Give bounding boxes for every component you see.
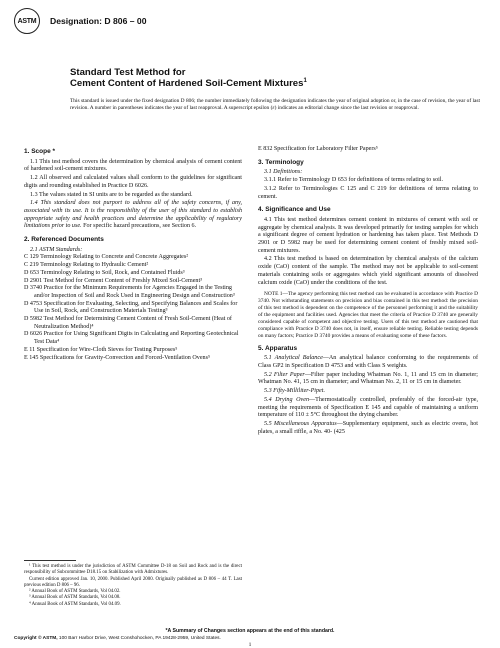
document-header (14, 8, 146, 34)
title-footnote-mark: 1 (303, 77, 307, 84)
footnote: ⁴ Annual Book of ASTM Standards, Vol 04.09. (29, 601, 121, 607)
section-referenced-documents-heading: 2. Referenced Documents (24, 236, 104, 244)
scope-1-4 (24, 200, 242, 231)
apparatus-5-3-label: 5.3 Fifty-Milliliter-Pipet. (264, 388, 325, 395)
copyright-address: 100 Barr Harbor Drive, West Conshohocken, PA 19428-2959, United States. (57, 636, 221, 641)
astm-logo-text: ASTM (17, 17, 37, 25)
right-column (258, 146, 478, 437)
apparatus-5-1-text: —An analytical balance conforming to the requirements of Class GP2 in Specification D 4753 and with Class S weights. (258, 355, 478, 369)
ref-item: C 129 Terminology Relating to Concrete and Concrete Aggregates² (24, 254, 189, 261)
standard-title (70, 68, 480, 89)
note-1: NOTE 1—The agency performing this test method can be evaluated in accordance with Practice D 3740. Not withstanding statements on precision and bias contained in this test method: the precision of this test method is dependent on the competence of the personnel performing it and the suitability of the equipment and facilities used. Agencies that meet the criteria of Practice D 3740 are generally considered capable of competent and objective testing. Users of this test method are cautioned that compliance with Practice D 3740 does not, in itself, ensure reliable testing. Reliable testing depends on many factors; Practice D 3740 provides a means of evaluating some of these factors. (258, 291, 478, 339)
scope-1-1: 1.1 This test method covers the determination by chemical analysis of cement content of hardened soil-cement mixtures. (24, 158, 242, 173)
apparatus-5-2 (258, 372, 478, 387)
ref-item-e832: E 832 Specification for Laboratory Filter Papers⁵ (258, 146, 378, 152)
scope-1-4-tail: For specific hazard precautions, see Section 6. (81, 223, 197, 230)
copyright-line (14, 636, 221, 641)
scope-1-3: 1.3 The values stated in SI units are to be regarded as the standard. (30, 191, 193, 198)
ref-item: C 219 Terminology Relating to Hydraulic Cement² (24, 262, 149, 269)
issued-note: This standard is issued under the fixed designation D 806; the number immediately following the designation indicates the year of original adoption or, in the case of revision, the year of last revision. A number in parentheses indicates the year of last reapproval. A superscript epsilon (ε) indicates an editorial change since the last revision or reapproval. (70, 98, 480, 112)
apparatus-5-3 (258, 388, 478, 396)
apparatus-5-4 (258, 397, 478, 420)
section-apparatus-heading: 5. Apparatus (258, 344, 298, 352)
significance-4-2: 4.2 This test method is based on determination by chemical analysis of the calcium oxide (CaO) content of the sample. The method may not be applicable to soil-cement materials containing soils or aggregates which yield significant amounts of dissolved calcium oxide (CaO) under the conditions of the test. (258, 256, 478, 286)
significance-4-1: 4.1 This test method determines cement content in mixtures of cement with soil or aggregate by chemical analysis. It was developed primarily for testing samples for which a significant degree of cement hydration or hardening has taken place. Test Methods D 2901 or D 5982 may be used for determining cement content of freshly mixed soil-cement mixtures. (258, 216, 478, 254)
ref-item: E 145 Specifications for Gravity-Convection and Forced-Ventilation Ovens⁵ (24, 354, 211, 361)
astm-logo (14, 8, 40, 34)
footnotes (24, 564, 242, 608)
ref-item: D 653 Terminology Relating to Soil, Rock, and Contained Fluids³ (24, 269, 185, 276)
apparatus-5-5-label: 5.5 Miscellaneous Apparatus (264, 420, 337, 427)
ref-item: D 4753 Specification for Evaluating, Selecting, and Specifying Balances and Scales for Use in Soil, Rock, and Construction Materials Testing³ (24, 300, 238, 315)
apparatus-5-1-label: 5.1 Analytical Balance (264, 355, 323, 362)
terminology-3-1-2: 3.1.2 Refer to Terminologies C 125 and C 219 for definitions of terms relating to cement. (258, 185, 478, 200)
section-terminology-heading: 3. Terminology (258, 158, 304, 166)
title-line-2 (70, 79, 480, 90)
apparatus-5-4-text: —Thermostatically controlled, preferably of the forced-air type, meeting the requirements of Specification E 145 and capable of maintaining a uniform temperature of 110 ± 5°C throughout the drying chamber. (258, 396, 478, 419)
apparatus-5-1 (258, 355, 478, 370)
definitions-subheading: 3.1 Definitions: (264, 169, 303, 176)
section-scope-heading: 1. Scope * (24, 148, 56, 155)
footnote: Current edition approved Jan. 10, 2000. Published April 2000. Originally published as D 806 – 44 T. Last previous edition D 806 – 96. (24, 576, 242, 588)
footnote: ¹ This test method is under the jurisdiction of ASTM Committee D-18 on Soil and Rock and is the direct responsibility of Subcommittee D18.15 on Stabilization with Admixtures. (24, 564, 242, 576)
apparatus-5-5-text: —Supplementary equipment, such as electric ovens, hot plates, a small riffle, a No. 40- (425 (258, 420, 478, 435)
title-line-1: Standard Test Method for (70, 67, 186, 78)
astm-standards-subheading: 2.1 ASTM Standards: (30, 246, 83, 253)
ref-item: D 2901 Test Method for Cement Content of Freshly Mixed Soil-Cement³ (24, 277, 202, 284)
apparatus-5-2-label: 5.2 Filter Paper (264, 371, 305, 378)
apparatus-5-4-label: 5.4 Drying Oven (264, 396, 309, 403)
designation: Designation: D 806 – 00 (50, 16, 147, 26)
terminology-3-1-1: 3.1.1 Refer to Terminology D 653 for definitions of terms relating to soil. (264, 177, 444, 184)
left-column (24, 146, 242, 362)
scope-1-4-italic: 1.4 This standard does not purport to address all of the safety concerns, if any, associated with its use. It is the responsibility of the user of this standard to establish appropriate safety and health practices and determine the applicability of regulatory limitations prior to use. (24, 200, 242, 230)
ref-item: D 6026 Practice for Using Significant Digits in Calculating and Reporting Geotechnical Test Data⁴ (24, 331, 239, 346)
page-number: 1 (248, 642, 252, 648)
summary-of-changes-note: *A Summary of Changes section appears at the end of this standard. (165, 628, 335, 634)
scope-1-2: 1.2 All observed and calculated values shall conform to the guidelines for significant digits and rounding established in Practice D 6026. (24, 175, 242, 189)
footnote: ² Annual Book of ASTM Standards, Vol 04.02. (29, 589, 121, 595)
footnote-divider (24, 560, 76, 561)
ref-item: E 11 Specification for Wire-Cloth Sieves for Testing Purposes⁵ (24, 346, 178, 353)
ref-item: D 3740 Practice for the Minimum Requirements for Agencies Engaged in the Testing and/or Inspection of Soil and Rock Used in Engineering Design and Construction³ (24, 285, 235, 299)
footnote: ³ Annual Book of ASTM Standards, Vol 04.08. (29, 595, 121, 601)
apparatus-5-2-text: —Filter paper including Whatman No. 1, 11 and 15 cm in diameter; Whatman No. 41, 15 cm in diameter; and Whatman No. 2, 11 or 15 cm in diameter. (258, 371, 478, 386)
ref-item: D 5982 Test Method for Determining Cement Content of Fresh Soil-Cement (Heat of Neutralization Method)⁴ (24, 316, 232, 330)
copyright-label: Copyright © ASTM, (14, 636, 58, 641)
section-significance-heading: 4. Significance and Use (258, 206, 331, 214)
title-main: Cement Content of Hardened Soil-Cement Mixtures (70, 77, 304, 89)
apparatus-5-5 (258, 421, 478, 436)
